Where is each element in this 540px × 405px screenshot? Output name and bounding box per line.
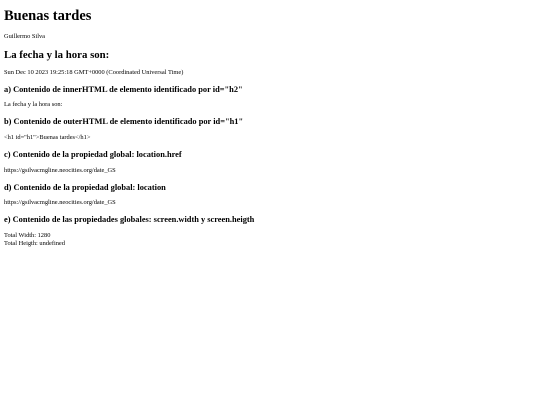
section-e-title: e) Contenido de las propiedades globales: screen.width y screen.heigth	[4, 215, 255, 224]
section-d-value: https://gsilvacmgline.neocities.org/date_GS	[4, 199, 116, 206]
section-c-title: c) Contenido de la propiedad global: location.href	[4, 150, 182, 159]
section-d-title: d) Contenido de la propiedad global: location	[4, 183, 166, 192]
section-a-value: La fecha y la hora son:	[4, 101, 63, 108]
screen-width-line: Total Width: 1280	[4, 232, 51, 239]
section-b-title: b) Contenido de outerHTML de elemento identificado por id="h1"	[4, 117, 244, 126]
section-b-value: <h1 id="h1">Buenas tardes</h1>	[4, 134, 91, 141]
date-heading: La fecha y la hora son:	[4, 49, 110, 61]
date-value: Sun Dec 10 2023 19:25:18 GMT+0000 (Coordinated Universal Time)	[4, 69, 184, 76]
page-heading: Buenas tardes	[4, 8, 92, 24]
author-name: Guillermo Silva	[4, 33, 46, 40]
section-a-title: a) Contenido de innerHTML de elemento identificado por id="h2"	[4, 85, 243, 94]
section-c-value: https://gsilvacmgline.neocities.org/date_GS	[4, 167, 116, 174]
screen-height-line: Total Heigth: undefined	[4, 240, 65, 247]
